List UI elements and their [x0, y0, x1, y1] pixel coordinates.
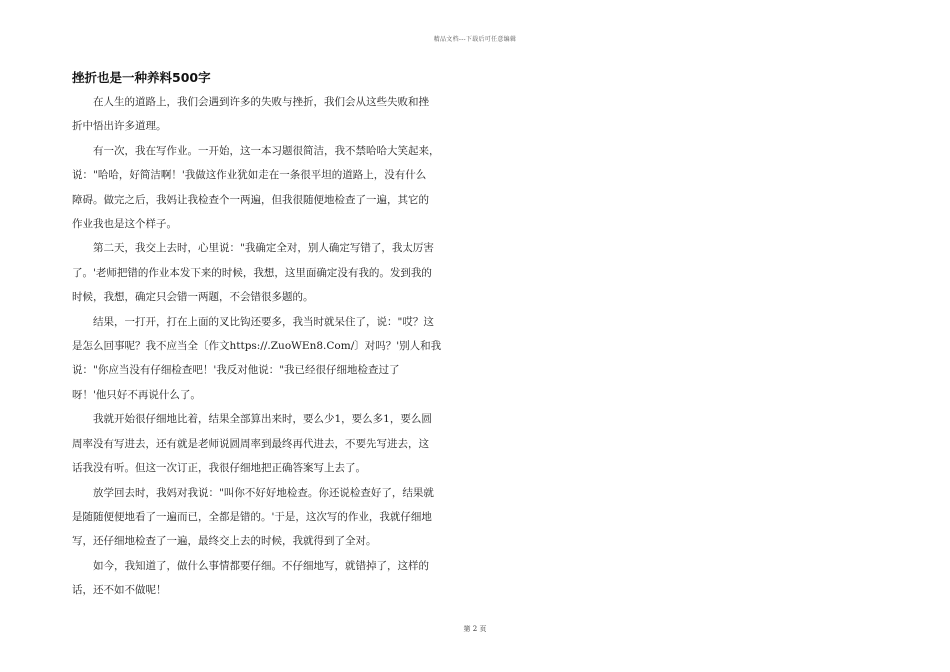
- paragraph-line: 折中悟出许多道理。: [72, 120, 167, 133]
- article-title: 挫折也是一种养料500字: [72, 70, 211, 85]
- paragraph-line: 有一次，我在写作业。一开始，这一本习题很简洁，我不禁哈哈大笑起来，: [93, 144, 440, 157]
- paragraph-line: 了。'老师把错的作业本发下来的时候，我想，这里面确定没有我的。发到我的: [72, 266, 432, 279]
- paragraph-4: [72, 310, 464, 408]
- paragraph-line: 是随随便便地看了一遍而已，全都是错的。'于是，这次写的作业，我就仔细地: [72, 510, 432, 523]
- paragraph-line: 我就开始很仔细地比着，结果全部算出来时，要么少1，要么多1，要么圆: [93, 413, 432, 426]
- paragraph-5: [72, 407, 464, 480]
- paragraph-2: [72, 139, 464, 237]
- paragraph-line: 障碍。做完之后，我妈让我检查个一两遍，但我很随便地检查了一遍，其它的: [72, 193, 429, 206]
- paragraph-line: 作业我也是这个样子。: [72, 218, 177, 231]
- paragraph-line: 在人生的道路上，我们会遇到许多的失败与挫折，我们会从这些失败和挫: [93, 96, 429, 108]
- paragraph-line: 呀！'他只好不再说什么了。: [72, 388, 201, 401]
- page-header: 精品文档---下载后可任意编辑: [433, 36, 517, 43]
- paragraph-line: 话，还不如不做呢！: [72, 584, 167, 597]
- paragraph-line: 话我没有听。但这一次订正，我很仔细地把正确答案写上去了。: [72, 462, 366, 475]
- paragraph-line: 说："你应当没有仔细检查吧！'我反对他说："我已经很仔细地检查过了: [72, 364, 400, 377]
- paragraph-7: [72, 554, 464, 603]
- paragraph-line: 第二天，我交上去时，心里说："我确定全对，别人确定写错了，我太厉害: [93, 242, 434, 255]
- paragraph-line: 放学回去时，我妈对我说："叫你不好好地检查。你还说检查好了，结果就: [93, 486, 434, 499]
- paragraph-line: 时候，我想，确定只会错一两题，不会错很多题的。: [72, 291, 314, 304]
- paragraph-line: 如今，我知道了，做什么事情都要仔细。不仔细地写，就错掉了，这样的: [93, 559, 429, 572]
- paragraph-line: 说："哈哈，好简洁啊！'我做这作业犹如走在一条很平坦的道路上，没有什么: [72, 169, 427, 182]
- article-body: [72, 90, 464, 603]
- paragraph-line: 是怎么回事呢？我不应当全〔作文https://.ZuoWEn8.Com/〕对吗？'别人和我: [72, 340, 442, 353]
- paragraph-3: [72, 236, 464, 309]
- paragraph-line: 结果，一打开，打在上面的叉比钩还要多，我当时就呆住了，说："哎？这: [93, 315, 434, 328]
- paragraph-1: [72, 90, 464, 139]
- page-number: 第 2 页: [463, 625, 487, 633]
- paragraph-line: 周率没有写进去，还有就是老师说圆周率到最终再代进去，不要先写进去，这: [72, 437, 429, 450]
- paragraph-line: 写，还仔细地检查了一遍，最终交上去的时候，我就得到了全对。: [72, 535, 377, 548]
- paragraph-6: [72, 481, 464, 554]
